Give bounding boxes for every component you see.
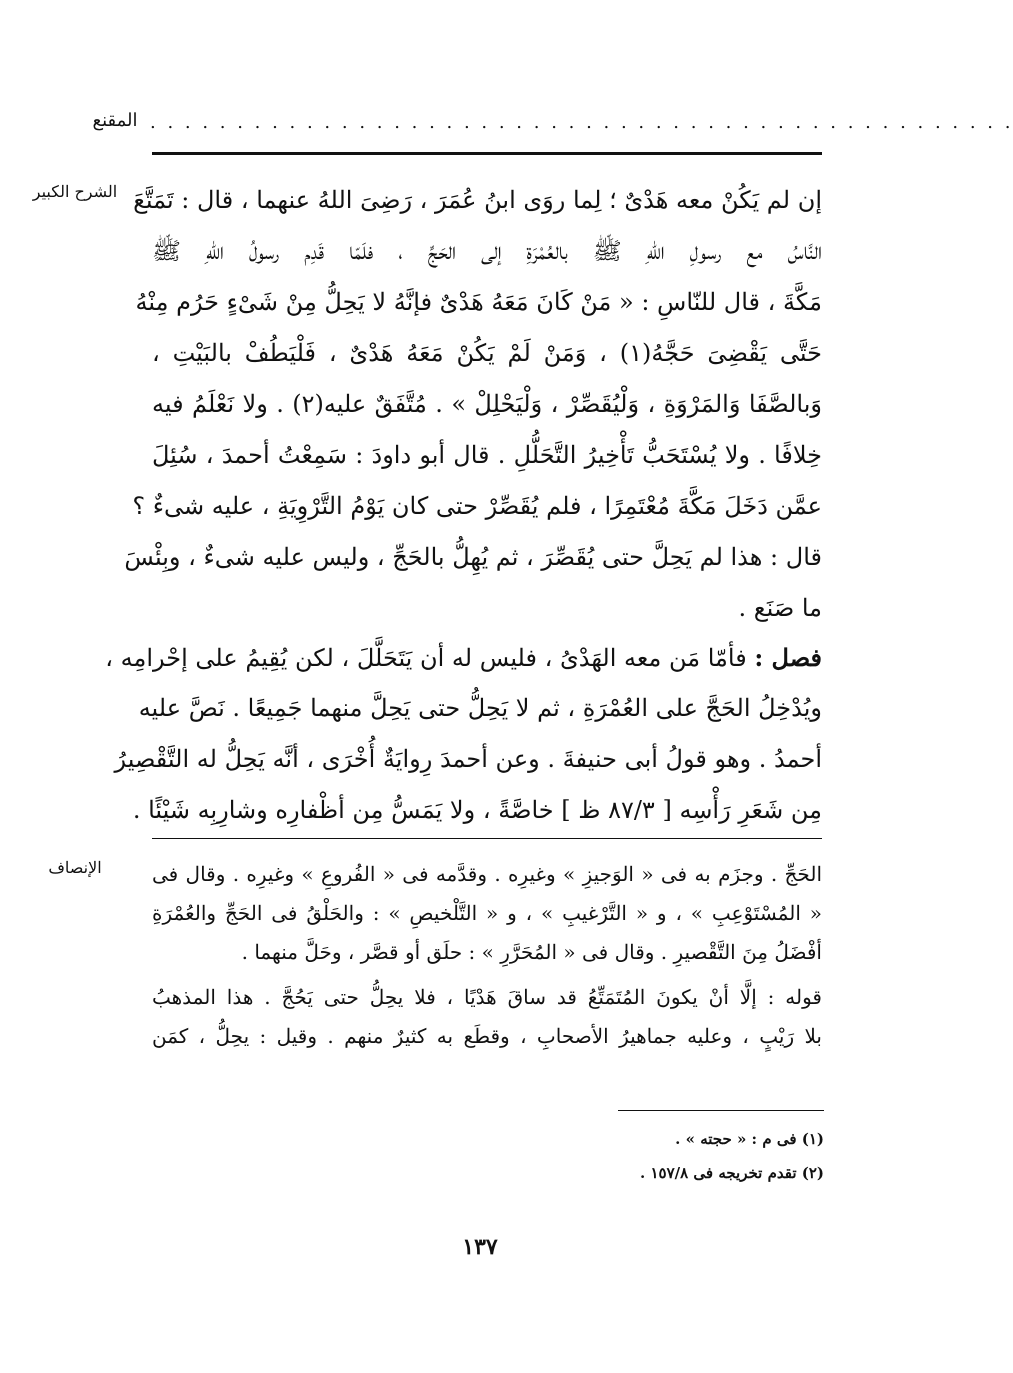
footnote-rule: [618, 1110, 824, 1111]
sharh-line: قال : هذا لم يَحِلَّ حتى يُقَصِّرَ ، ثم يُهِلُّ بالحَجِّ ، وليس عليه شىءٌ ، وبِئْسَ: [124, 543, 822, 571]
sharh-line: النَّاسُ مع رسولِ اللهِ ﷺ بالعُمْرَةِ إلى الحَجِّ ، فلَمّا قَدِم رسولُ اللهِ ﷺ: [152, 237, 822, 265]
sharh-line: مَكَّةَ ، قال للنّاسِ : « مَنْ كَانَ مَعَهُ هَدْىٌ فإنَّهُ لا يَحِلُّ مِنْ شَىْءٍ حَرُم مِنْهُ: [135, 288, 822, 316]
insaf-text-block: [152, 855, 822, 1056]
section-divider: [152, 838, 822, 839]
sharh-line: ما صَنَع .: [738, 594, 822, 622]
sharh-line: إن لم يَكُنْ معه هَدْىٌ ؛ لِما روَى ابنُ عُمَرَ ، رَضِىَ اللهُ عنهما ، قال : تَمَتَّعَ: [133, 186, 822, 214]
fasl-line: أحمدُ . وهو قولُ أبى حنيفةَ . وعن أحمدَ رِوايَةٌ أُخْرَى ، أنَّه يَحِلُّ له التَّقْصِيرُ: [114, 745, 822, 773]
side-label-sharh: الشرح الكبير: [32, 182, 118, 201]
footnotes: [400, 1122, 824, 1190]
fasl-text-block: [105, 632, 822, 836]
insaf-line: بلا رَيْبٍ ، وعليه جماهيرُ الأصحابِ ، وقطَع به كثيرٌ منهم . وقيل : يحِلُّ ، كمَن: [152, 1024, 822, 1048]
sharh-line: خِلافًا . ولا يُسْتَحَبُّ تَأْخِيرُ التَّحَلُّلِ . قال أبو داودَ : سَمِعْتُ أحمدَ ، سُئِلَ: [152, 441, 822, 469]
sharh-line: حَتَّى يَقْضِىَ حَجَّهُ(١) ، وَمَنْ لَمْ يَكُنْ مَعَهُ هَدْىٌ ، فَلْيَطُفْ بالبَيْتِ ،: [152, 339, 822, 367]
running-title: المقنع: [92, 110, 138, 131]
sharh-text-block: [124, 175, 822, 634]
sharh-line: وَبالصَّفَا وَالمَرْوَةِ ، وَلْيُقَصِّرْ ، وَلْيَحْلِلْ » . مُتَّفَقٌ عليه(٢) . ولا نَعْلَمُ فيه: [152, 390, 822, 418]
insaf-line: الحَجِّ . وجزَم به فى « الوَجيزِ » وغيرِه . وقدَّمه فى « الفُروعِ » وغيرِه . وقال فى: [152, 862, 822, 886]
header-rule: [152, 152, 822, 155]
insaf-line: أفْضَلُ مِنَ التَّقْصيرِ . وقال فى « المُحَرَّرِ » : حلَق أو قصَّر ، وحَلَّ منهما .: [241, 940, 822, 964]
footnote-1: (١) فى م : « حجته » .: [675, 1130, 824, 1148]
insaf-line: « المُسْتَوْعِبِ » ، و « التَّرْغيبِ » ، و « التَّلْخيصِ » : والحَلْقُ فى الحَجِّ والعُمْرَةِ: [152, 901, 822, 925]
dot-leader: . . . . . . . . . . . . . . . . . . . . . . . . . . . . . . . . . . . . . . . . . . . . . . . . . .: [150, 112, 1013, 133]
insaf-line: قوله : إلَّا أنْ يكونَ المُتَمَتِّعُ قد ساقَ هَدْيًا ، فلا يحِلُّ حتى يَحُجَّ . هذا المذهبُ: [152, 985, 822, 1009]
fasl-line-text: فأمّا مَن معه الهَدْىُ ، فليس له أن يَتَحَلَّلَ ، لكن يُقِيمُ على إحْرامِه ،: [105, 644, 747, 672]
fasl-keyword: فصل :: [754, 643, 822, 672]
sharh-line: عمَّن دَخَلَ مَكَّةَ مُعْتَمِرًا ، فلم يُقَصِّرْ حتى كان يَوْمُ التَّرْوِيَةِ ، عليه شىءٌ ؟: [132, 492, 822, 520]
page-number: ١٣٧: [462, 1234, 498, 1260]
fasl-line: مِن شَعَرِ رَأْسِه [ ٨٧/٣ ظ ] خاصَّةً ، ولا يَمَسُّ مِن أظْفارِه وشارِبِه شَيْئًا .: [132, 796, 822, 824]
fasl-line: [105, 632, 822, 683]
side-label-insaf: الإنصاف: [48, 858, 102, 877]
footnote-2: (٢) تقدم تخريجه فى ١٥٧/٨ .: [640, 1164, 824, 1182]
fasl-line: ويُدْخِلُ الحَجَّ على العُمْرَةِ ، ثم لا يَحِلُّ حتى يَحِلَّ منهما جَمِيعًا . نَصَّ عليه: [138, 694, 822, 722]
